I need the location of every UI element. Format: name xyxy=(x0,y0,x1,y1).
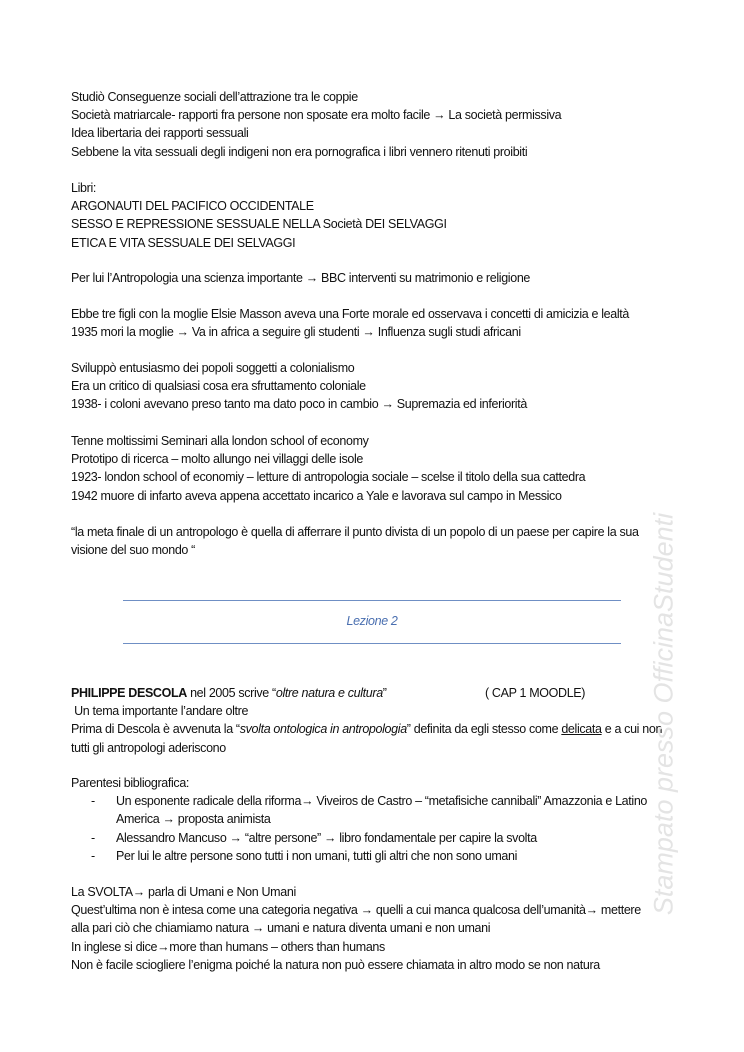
text-line: 1935 mori la moglie → Va in africa a seguire gli studenti → Influenza sugli studi africani xyxy=(71,325,521,340)
text-line: Per lui l’Antropologia una scienza importante → BBC interventi su matrimonio e religione xyxy=(71,271,531,285)
text-line: La SVOLTA→ parla di Umani e Non Umani xyxy=(71,885,296,899)
quote: “la meta finale di un antropologo è quella di afferrare il punto divista di un popolo di un paese per capire la sua visione del suo mondo “ xyxy=(71,525,639,558)
book-title: ARGONAUTI DEL PACIFICO OCCIDENTALE xyxy=(71,199,314,214)
text-line: Sebbene la vita sessuali degli indigeni non era pornografica i libri vennero ritenuti proibiti xyxy=(71,144,528,159)
text: ” definita da egli stesso come xyxy=(406,722,562,737)
text-paragraph xyxy=(71,720,671,756)
emphasis: svolta ontologica in antropologia xyxy=(239,722,407,737)
text: ” xyxy=(382,686,387,700)
list-item xyxy=(71,847,671,865)
text-line: Sviluppò entusiasmo dei popoli soggetti a colonialismo xyxy=(71,361,355,375)
divider-bottom xyxy=(123,643,621,644)
text-line: Tenne moltissimi Seminari alla london school of economy xyxy=(71,434,369,448)
biblio-heading: Parentesi bibliografica: xyxy=(71,776,190,790)
book-title: SESSO E REPRESSIONE SESSUALE NELLA Società DEI SELVAGGI xyxy=(71,217,447,232)
books-heading: Libri: xyxy=(71,181,96,195)
author-name: PHILIPPE DESCOLA xyxy=(71,686,187,700)
book-title: oltre natura e cultura xyxy=(275,686,383,700)
section-anthropology xyxy=(71,269,671,287)
bullet: - xyxy=(91,794,95,809)
list-item xyxy=(71,829,671,847)
list-item-text: Per lui le altre persone sono tutti i non umani, tutti gli altri che non sono umani xyxy=(116,848,518,863)
list-item-text: Un esponente radicale della riforma→ Viveiros de Castro – “metafisiche cannibali” Amazzonia e Latino America → proposta animista xyxy=(116,794,648,827)
divider-top xyxy=(123,600,621,601)
text-line: Ebbe tre figli con la moglie Elsie Masson aveva una Forte morale ed osservava i concetti di amicizia e lealtà xyxy=(71,307,629,321)
underlined-word: delicata xyxy=(561,722,602,737)
section-family xyxy=(71,305,671,341)
text-line: Idea libertaria dei rapporti sessuali xyxy=(71,126,249,141)
section-books xyxy=(71,179,671,252)
watermark: Stampato presso OfficinaStudenti xyxy=(648,512,679,916)
list-item-text: Alessandro Mancuso → “altre persone” → libro fondamentale per capire la svolta xyxy=(116,830,537,845)
text-paragraph: Quest’ultima non è intesa come una categoria negativa → quelli a cui manca qualcosa dell’umanità→ mettere alla pari ciò che chiamiamo natura → umani e natura diventa umani e non umani xyxy=(71,903,641,936)
list-item xyxy=(71,792,671,828)
text-line: Studiò Conseguenze sociali dell’attrazione tra le coppie xyxy=(71,90,358,104)
descola-line xyxy=(71,684,671,702)
section-seminars xyxy=(71,432,671,505)
text: Prima di Descola è avvenuta la “ xyxy=(71,722,240,737)
section-descola xyxy=(71,684,671,757)
text-line: In inglese si dice→more than humans – others than humans xyxy=(71,939,385,954)
reference: ( CAP 1 MOODLE) xyxy=(485,686,586,700)
text-line: Un tema importante l’andare oltre xyxy=(71,704,249,719)
text-line: Era un critico di qualsiasi cosa era sfruttamento coloniale xyxy=(71,379,366,394)
text-line: Società matriarcale- rapporti fra persone non sposate era molto facile → La società permissiva xyxy=(71,108,562,123)
text-line: Non è facile sciogliere l’enigma poiché la natura non può essere chiamata in altro modo se non natura xyxy=(71,957,600,972)
text-line: Prototipo di ricerca – molto allungo nei villaggi delle isole xyxy=(71,452,364,467)
text: e a cui non tutti gli antropologi aderiscono xyxy=(71,722,663,755)
bullet: - xyxy=(91,848,95,863)
bullet: - xyxy=(91,830,95,845)
section-svolta xyxy=(71,883,656,974)
book-title: ETICA E VITA SESSUALE DEI SELVAGGI xyxy=(71,235,296,250)
text-line: 1938- i coloni avevano preso tanto ma dato poco in cambio → Supremazia ed inferiorità xyxy=(71,397,527,412)
text: nel 2005 scrive “ xyxy=(186,686,276,700)
text-line: 1942 muore di infarto aveva appena accettato incarico a Yale e lavorava sul campo in Messico xyxy=(71,488,562,503)
section-biblio xyxy=(71,774,671,865)
lesson-heading: Lezione 2 xyxy=(346,614,398,628)
text-line: 1923- london school of economiy – letture di antropologia sociale – scelse il titolo della sua cattedra xyxy=(71,470,586,485)
section-studies xyxy=(71,88,671,161)
section-colonialism xyxy=(71,359,671,414)
